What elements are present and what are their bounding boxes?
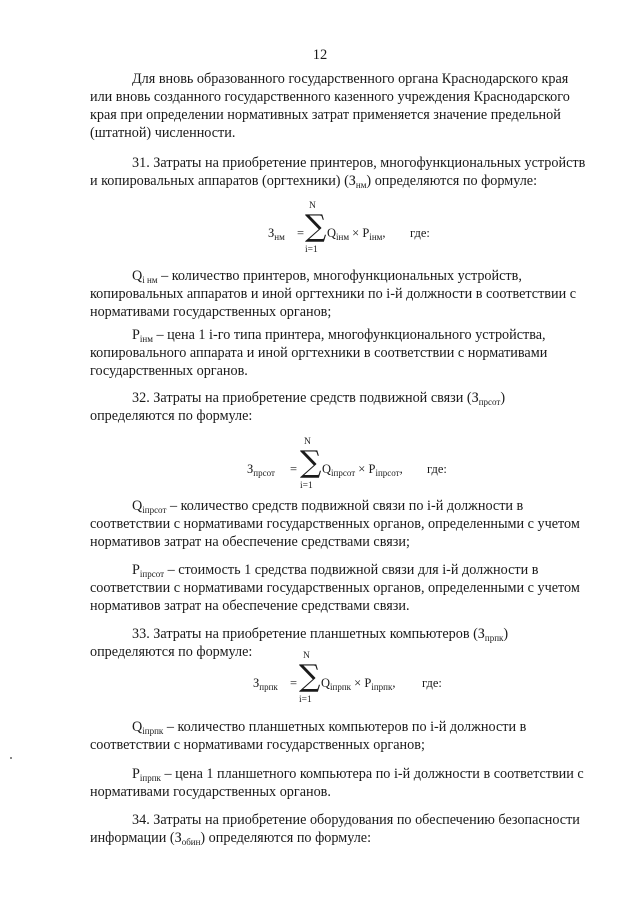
text-line: $P_{iпрсот}$ – стоимость 1 средства подвижной связи для i-й должности в	[132, 562, 539, 579]
formula-where-label: где:	[422, 676, 442, 690]
text-line: нормативов затрат на обеспечение средствами связи.	[90, 598, 410, 614]
formula-tablets	[253, 653, 573, 713]
text-line: нормативами государственных органов;	[90, 304, 332, 320]
text-line: нормативами государственных органов.	[90, 784, 331, 800]
sum-symbol: ∑	[305, 209, 327, 244]
formula-rhs: $Q_{iпрсот} \times P_{iпрсот}$,	[322, 462, 403, 478]
text-line: государственных органов.	[90, 363, 248, 379]
text-line: информации $(З_{обин})$ определяются по формуле:	[90, 830, 372, 847]
paragraph-q-mobile	[90, 497, 605, 551]
sum-symbol: ∑	[299, 659, 321, 694]
text-line: $P_{iпрпк}$ – цена 1 планшетного компьютера по i-й должности в соответствии с	[132, 766, 584, 783]
text-line: и копировальных аппаратов (оргтехники) $(З_{нм})$ определяются по формуле:	[90, 173, 538, 190]
sum-lower-limit: i=1	[305, 245, 318, 255]
sum-upper-limit: N	[303, 651, 310, 661]
text-line: соответствии с нормативами государственных органов, определенными с учетом	[90, 516, 580, 532]
formula-equals: =	[290, 676, 298, 690]
sum-upper-limit: N	[304, 437, 311, 447]
sum-upper-limit: N	[309, 201, 316, 211]
paragraph-q-printers	[90, 267, 605, 321]
formula-mobile	[247, 439, 577, 499]
sum-lower-limit: i=1	[300, 481, 313, 491]
formula-equals: =	[290, 462, 298, 476]
paragraph-q-tablets	[90, 718, 605, 754]
text-line: соответствии с нормативами государственных органов, определенными с учетом	[90, 580, 580, 596]
text-line: $P_{iнм}$ – цена 1 i-го типа принтера, многофункционального устройства,	[132, 327, 546, 344]
sum-lower-limit: i=1	[299, 695, 312, 705]
text-line: 34. Затраты на приобретение оборудования по обеспечению безопасности	[132, 812, 580, 828]
text-line: или вновь созданного государственного казенного учреждения Краснодарского	[90, 89, 570, 105]
paragraph-p-printers	[90, 326, 605, 380]
paragraph-item-32	[90, 389, 605, 425]
text-line: края при определении нормативных затрат применяется значение предельной	[90, 107, 561, 123]
formula-where-label: где:	[410, 226, 430, 240]
text-line: копировальных аппаратов и иной оргтехники по i-й должности в соответствии с	[90, 286, 577, 302]
page-number: 12	[312, 47, 328, 63]
text-line: $Q_{iпрсот}$ – количество средств подвижной связи по i-й должности в	[132, 498, 524, 515]
text-line: $Q_{iпрпк}$ – количество планшетных компьютеров по i-й должности в	[132, 719, 527, 736]
paragraph-preamble	[90, 70, 605, 142]
paragraph-p-tablets	[90, 765, 605, 801]
formula-lhs: $З_{нм}$	[268, 226, 285, 242]
text-line: Для вновь образованного государственного органа Краснодарского края	[132, 71, 569, 87]
text-line: соответствии с нормативами государственных органов;	[90, 737, 425, 753]
text-line: (штатной) численности.	[90, 125, 236, 141]
text-line: 31. Затраты на приобретение принтеров, многофункциональных устройств	[132, 155, 586, 171]
formula-rhs: $Q_{iнм} \times P_{iнм}$,	[327, 226, 386, 242]
formula-equals: =	[297, 226, 305, 240]
paragraph-p-mobile	[90, 561, 605, 615]
paragraph-item-34	[90, 811, 605, 847]
text-line: нормативов затрат на обеспечение средствами связи;	[90, 534, 410, 550]
paragraph-item-31	[90, 154, 605, 190]
formula-lhs: $З_{прсот}$	[247, 462, 275, 478]
text-line: $Q_{i нм}$ – количество принтеров, многофункциональных устройств,	[132, 268, 522, 285]
text-line: 32. Затраты на приобретение средств подвижной связи $(З_{прсот})$	[132, 390, 506, 407]
formula-rhs: $Q_{iпрпк} \times P_{iпрпк}$,	[321, 676, 396, 692]
formula-where-label: где:	[427, 462, 447, 476]
text-line: 33. Затраты на приобретение планшетных компьютеров $(З_{прпк})$	[132, 626, 509, 643]
text-line: определяются по формуле:	[90, 408, 253, 424]
formula-printers	[268, 203, 568, 263]
text-line: копировального аппарата и иной оргтехники в соответствии с нормативами	[90, 345, 548, 361]
sum-symbol: ∑	[300, 445, 322, 480]
formula-lhs: $З_{прпк}$	[253, 676, 278, 692]
scan-speck	[10, 757, 12, 759]
text-line: определяются по формуле:	[90, 644, 253, 660]
